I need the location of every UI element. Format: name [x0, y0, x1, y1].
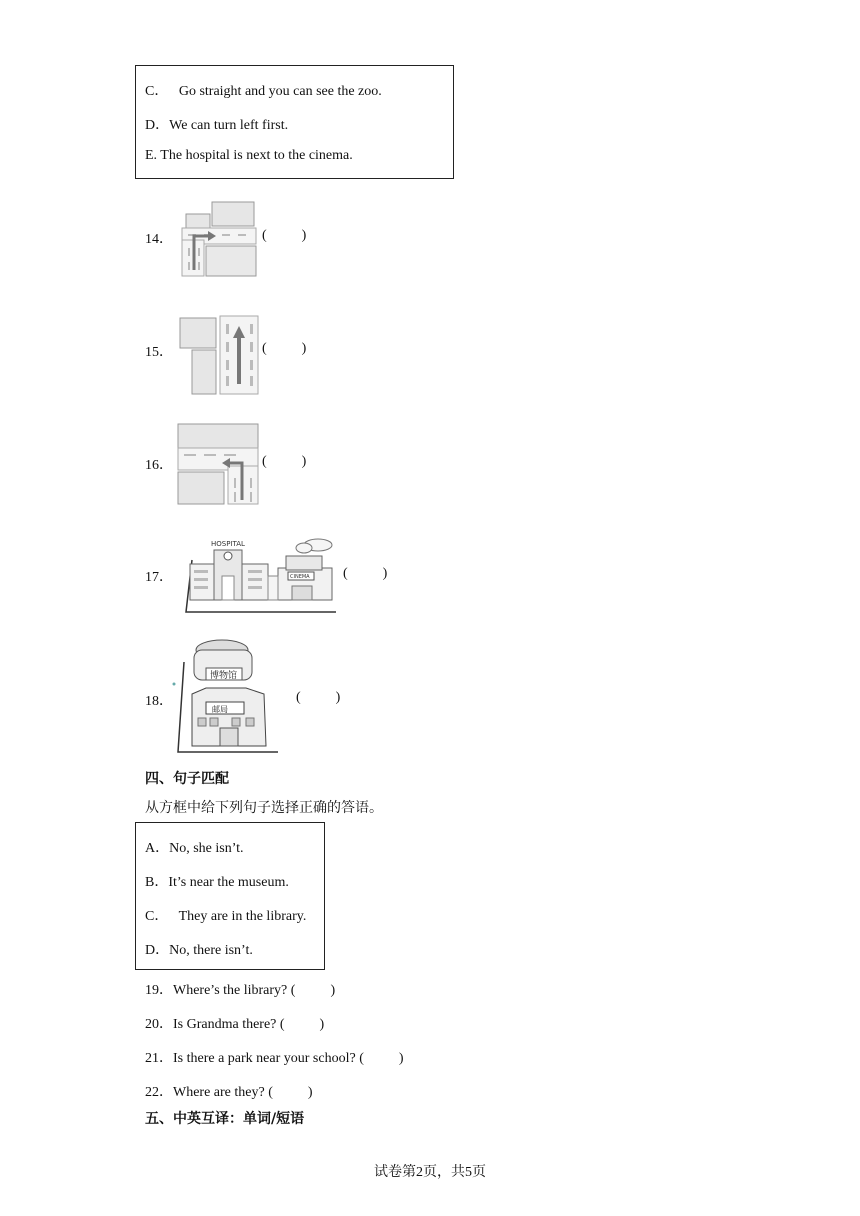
option-e: E. The hospital is next to the cinema.: [145, 148, 353, 163]
cinema-sign: CINEMA: [290, 574, 310, 580]
question-14-number: 14．: [145, 232, 173, 247]
map-turn-right-icon: [178, 200, 258, 278]
option-d: D．No, there isn’t.: [145, 943, 253, 958]
question-14-answer-paren: ( ): [262, 228, 307, 243]
section-5-heading: 五、中英互译：单词/短语: [145, 1111, 305, 1127]
option-c: C． Go straight and you can see the zoo.: [145, 84, 382, 99]
question-22: 22．Where are they? ( ): [145, 1085, 313, 1100]
options-box-section-4: [135, 822, 325, 970]
question-19: 19．Where’s the library? ( ): [145, 983, 336, 998]
question-17-number: 17．: [145, 570, 173, 585]
map-go-straight-icon: [178, 314, 260, 396]
question-18-number: 18．: [145, 694, 173, 709]
question-18-answer-paren: ( ): [296, 690, 341, 705]
hospital-sign: HOSPITAL: [211, 540, 245, 548]
option-b: B．It’s near the museum.: [145, 875, 289, 890]
section-4-heading: 四、句子匹配: [145, 771, 229, 787]
option-a: A．No, she isn’t.: [145, 841, 244, 856]
option-d: D．We can turn left first.: [145, 118, 289, 133]
options-box-top: [135, 65, 454, 179]
question-17-answer-paren: ( ): [343, 566, 388, 581]
section-4-instruction: 从方框中给下列句子选择正确的答语。: [145, 800, 383, 816]
question-16-number: 16．: [145, 458, 173, 473]
question-15-number: 15．: [145, 345, 173, 360]
option-c: C． They are in the library.: [145, 909, 307, 924]
page-footer: 试卷第2页，共5页: [374, 1165, 486, 1180]
post-office-sign: 邮局: [212, 705, 228, 714]
museum-post-office-icon: [170, 638, 280, 756]
map-turn-left-icon: [176, 422, 260, 506]
question-15-answer-paren: ( ): [262, 341, 307, 356]
question-16-answer-paren: ( ): [262, 454, 307, 469]
hospital-cinema-icon: [178, 536, 338, 616]
museum-sign: 博物馆: [210, 671, 238, 681]
question-21: 21．Is there a park near your school? ( ): [145, 1051, 404, 1066]
question-20: 20．Is Grandma there? ( ): [145, 1017, 325, 1032]
